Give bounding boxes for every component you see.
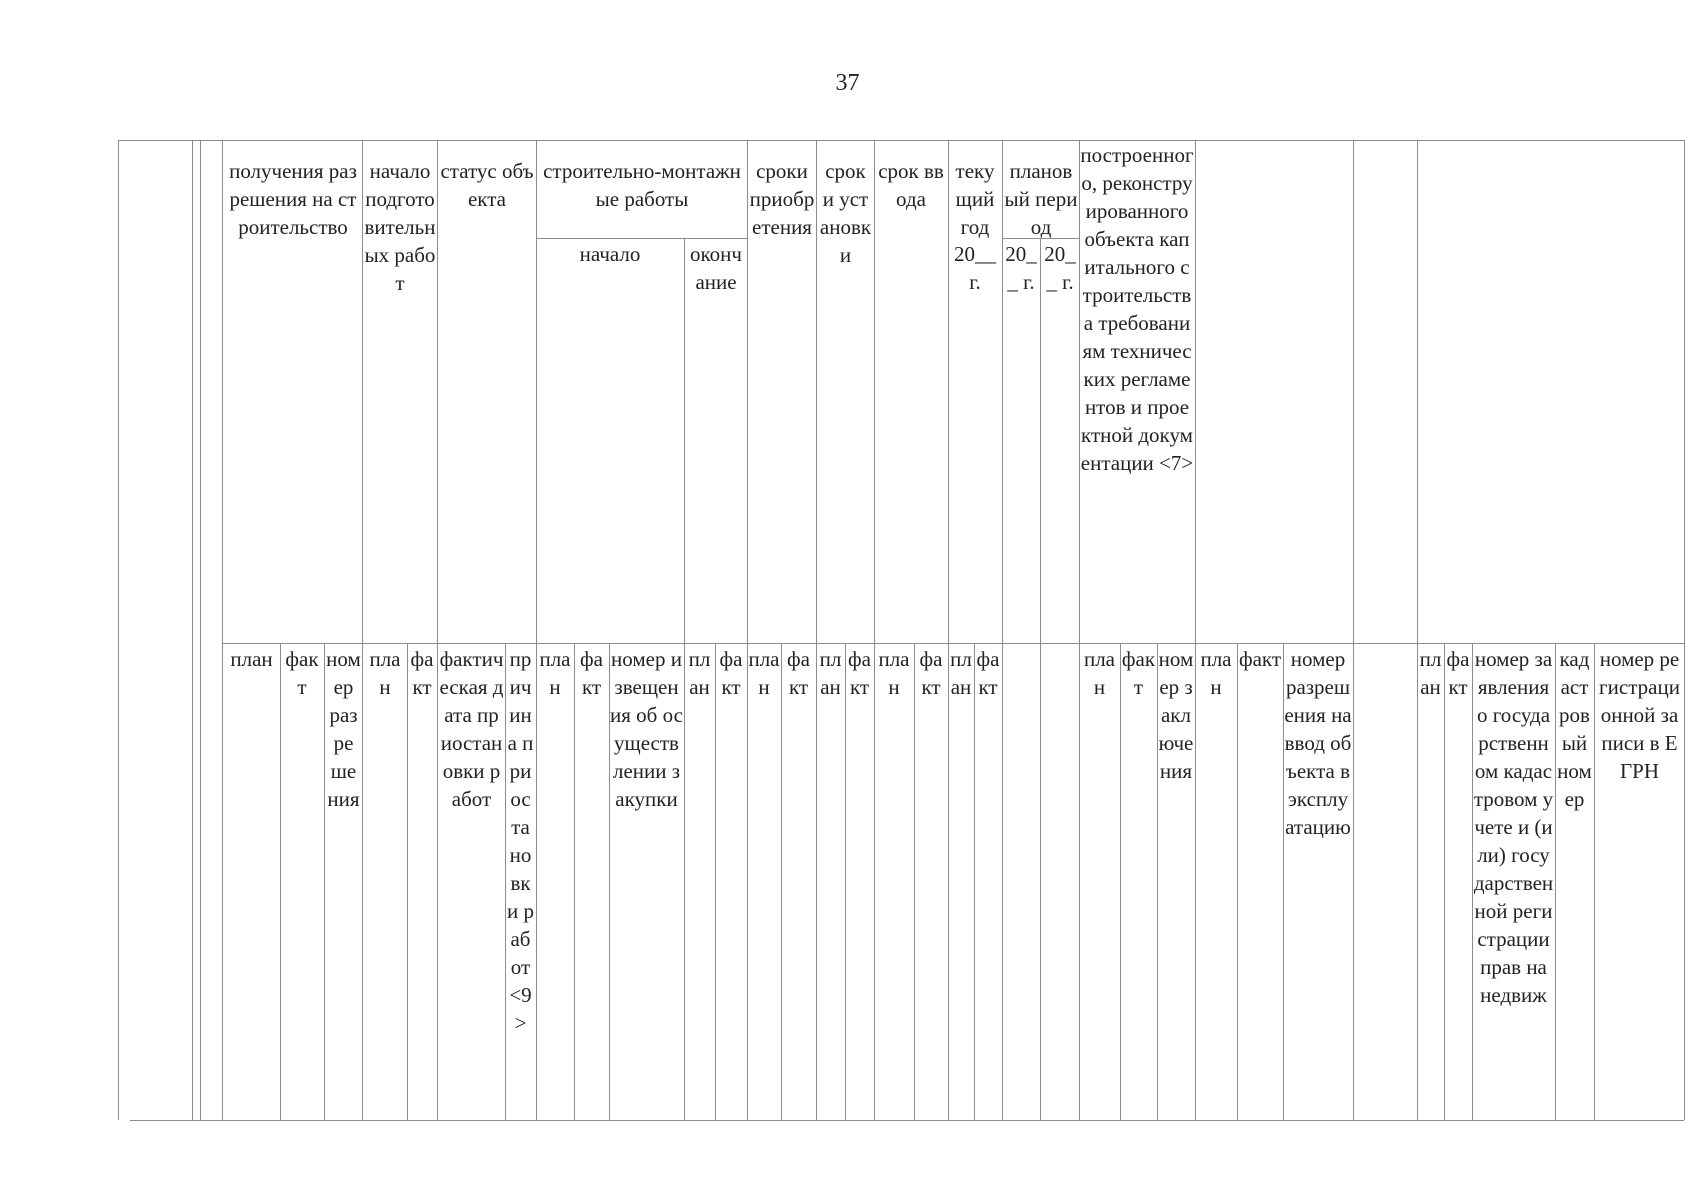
header-status: статус объекта: [440, 159, 534, 211]
col-line: [747, 140, 748, 1120]
header-compliance: построенного, реконструированного объекта капитального строительства требованиям технических регламентов и проектной документации <7>: [1080, 143, 1194, 475]
application-number: номер заявления о государственном кадастровом учете и (или) государственной регистрации прав на недвиж: [1473, 647, 1554, 1007]
year-plan-2: 20__ г.: [1044, 242, 1076, 294]
subcol-line: [407, 643, 408, 1120]
header-current-year: текущий год: [955, 159, 995, 239]
reg-fact: факт: [1446, 647, 1470, 699]
end-plan: план: [688, 647, 711, 699]
col-line: [536, 140, 537, 1120]
header-acquisition: сроки приобретения: [749, 159, 815, 239]
col-line: [192, 140, 193, 1120]
prep-plan: план: [369, 647, 401, 699]
cy-fact: факт: [976, 647, 1000, 699]
col-line: [948, 140, 949, 1120]
year-current: 20__ г.: [954, 242, 996, 294]
acq-fact: факт: [787, 647, 810, 699]
compl-fact: факт: [1121, 647, 1156, 699]
conclusion-number: номер заключения: [1158, 647, 1194, 783]
acq-plan: план: [748, 647, 780, 699]
op-fact: факт: [1238, 647, 1282, 671]
header-constr-start: начало: [579, 242, 641, 266]
header-construction: строительно-монтажные работы: [543, 159, 741, 211]
col-line: [118, 140, 119, 1120]
col-line: [200, 140, 201, 1120]
col-line: [222, 140, 223, 1120]
header-commissioning: срок ввода: [878, 159, 944, 211]
subcol-line: [974, 643, 975, 1120]
page-number: 37: [835, 70, 860, 96]
subcol-line: [324, 643, 325, 1120]
subcol-line: [1237, 643, 1238, 1120]
table-top-border: [118, 140, 1684, 141]
header-planned-period: плановый период: [1004, 159, 1078, 239]
permit-fact: факт: [285, 647, 319, 699]
col-line: [1417, 140, 1418, 1120]
suspend-date: фактическая дата приостановки работ: [439, 647, 504, 811]
start-fact: факт: [580, 647, 603, 699]
subcol-line: [1120, 643, 1121, 1120]
cy-plan: план: [950, 647, 972, 699]
comm-plan: план: [878, 647, 910, 699]
egrn-number: номер регистрационной записи в ЕГРН: [1599, 647, 1680, 783]
col-line: [1195, 140, 1196, 1120]
permit-number: номер разрешения: [326, 647, 361, 811]
table-bottom-border: [130, 1120, 1684, 1121]
compl-plan: план: [1083, 647, 1116, 699]
op-permit-number: номер разрешения на ввод объекта в эксплуатацию: [1284, 647, 1352, 839]
header-prep-start: начало подготовительных работ: [364, 159, 436, 295]
subcol-line: [914, 643, 915, 1120]
col-line: [1684, 140, 1685, 1120]
subcol-line: [574, 643, 575, 1120]
year-plan-1: 20__ г.: [1005, 242, 1037, 294]
reg-plan: план: [1419, 647, 1442, 699]
procurement-notice: номер извещения об осуществлении закупки: [610, 647, 683, 811]
header-installation: срок и установки: [819, 159, 872, 267]
subcol-line: [1444, 643, 1445, 1120]
suspend-reason: причина приостановки работ <9>: [507, 647, 534, 1035]
col-line: [874, 140, 875, 1120]
permit-plan: план: [230, 647, 273, 671]
header-permit: получения разрешения на строительство: [229, 159, 357, 239]
comm-fact: факт: [919, 647, 943, 699]
subcol-line: [781, 643, 782, 1120]
col-line: [816, 140, 817, 1120]
cadastral-number: кадастровый номер: [1557, 647, 1592, 811]
subcol-line: [845, 643, 846, 1120]
prep-fact: факт: [410, 647, 434, 699]
subcol-line: [1594, 643, 1595, 1120]
col-line: [1002, 140, 1003, 1120]
subcol-line: [715, 643, 716, 1120]
header-constr-end: окончание: [690, 242, 742, 294]
start-plan: план: [539, 647, 571, 699]
subheader-border: [222, 643, 1684, 644]
col-line: [1353, 140, 1354, 1120]
inst-fact: факт: [848, 647, 871, 699]
construction-split-line: [536, 238, 747, 239]
col-line: [437, 140, 438, 1120]
subcol-line: [280, 643, 281, 1120]
col-line: [1040, 238, 1041, 1120]
inst-plan: план: [819, 647, 842, 699]
op-plan: план: [1200, 647, 1232, 699]
end-fact: факт: [719, 647, 743, 699]
